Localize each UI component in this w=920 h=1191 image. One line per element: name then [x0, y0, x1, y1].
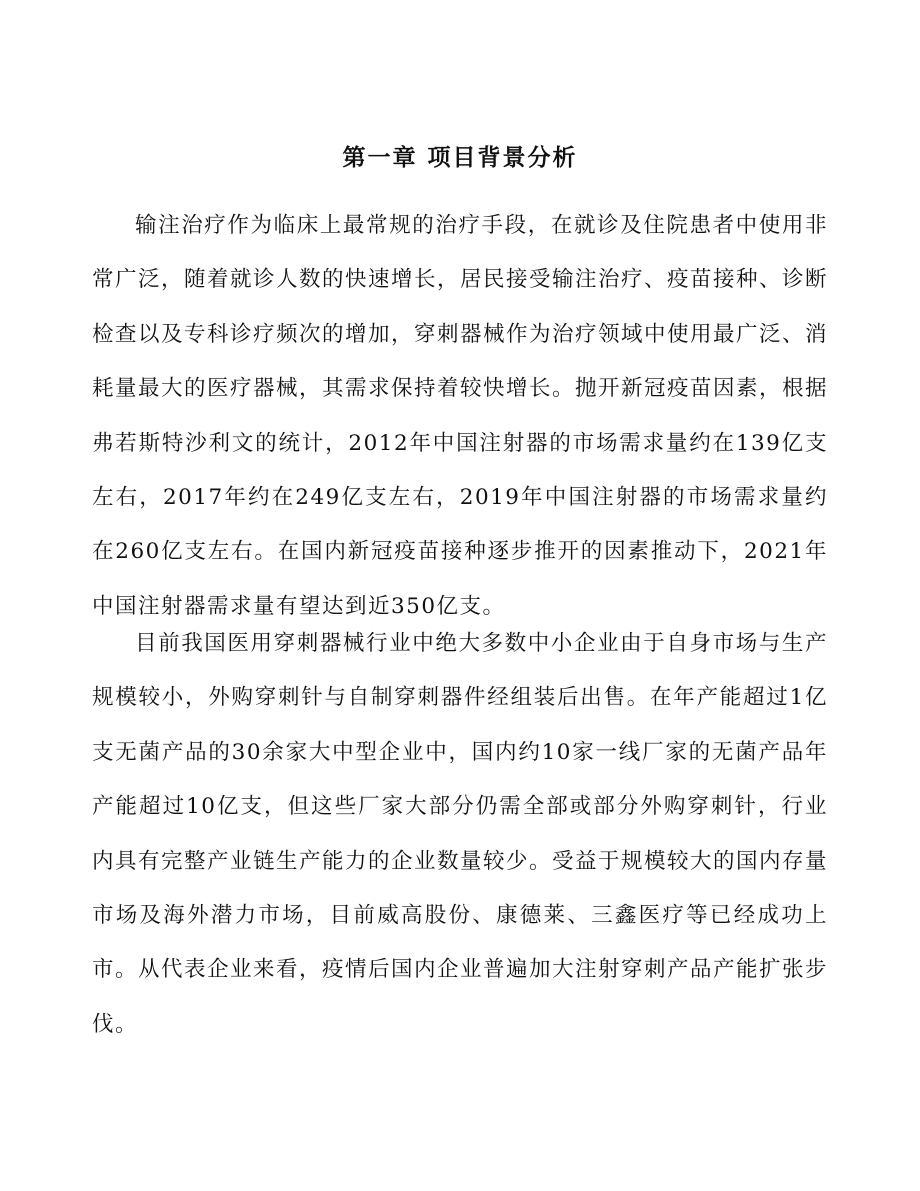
- paragraph-market-demand: 输注治疗作为临床上最常规的治疗手段，在就诊及住院患者中使用非常广泛，随着就诊人数的快速增长，居民接受输注治疗、疫苗接种、诊断检查以及专科诊疗频次的增加，穿刺器械作为治疗领域中使用最广泛、消耗量最大的医疗器械，其需求保持着较快增长。抛开新冠疫苗因素，根据弗若斯特沙利文的统计，2012年中国注射器的市场需求量约在139亿支左右，2017年约在249亿支左右，2019年中国注射器的市场需求量约在260亿支左右。在国内新冠疫苗接种逐步推开的因素推动下，2021年中国注射器需求量有望达到近350亿支。: [92, 213, 829, 619]
- paragraph-industry-structure: 目前我国医用穿刺器械行业中绝大多数中小企业由于自身市场与生产规模较小，外购穿刺针与自制穿刺器件经组装后出售。在年产能超过1亿支无菌产品的30余家大中型企业中，国内约10家一线厂家的无菌产品年产能超过10亿支，但这些厂家大部分仍需全部或部分外购穿刺针，行业内具有完整产业链生产能力的企业数量较少。受益于规模较大的国内存量市场及海外潜力市场，目前威高股份、康德莱、三鑫医疗等已经成功上市。从代表企业来看，疫情后国内企业普遍加大注射穿刺产品产能扩张步伐。: [92, 631, 829, 1037]
- chapter-title: 第一章 项目背景分析: [342, 145, 578, 171]
